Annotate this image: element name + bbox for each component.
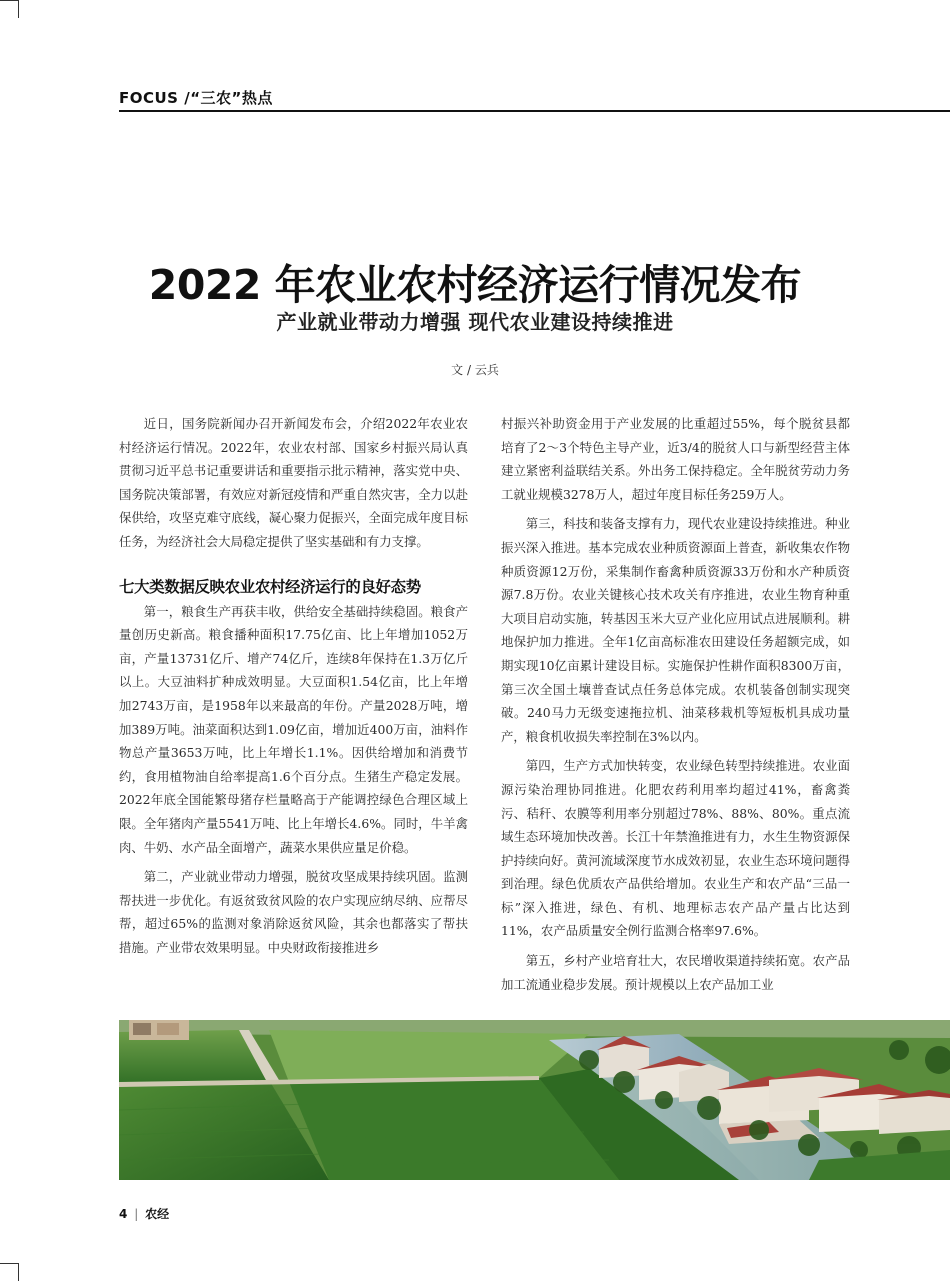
- paragraph-intro: 近日，国务院新闻办召开新闻发布会，介绍2022年农业农村经济运行情况。2022年，农业农村部、国家乡村振兴局认真贯彻习近平总书记重要讲话和重要指示批示精神，落实党中央、国务院决策部署，有效应对新冠疫情和严重自然灾害，全力以赴保供给，攻坚克难守底线，凝心聚力促振兴，全面完成年度目标任务，为经济社会大局稳定提供了坚实基础和有力支撑。: [119, 416, 468, 549]
- article-column-right: [501, 412, 850, 1002]
- farmland-photo: [119, 1020, 950, 1180]
- header-divider: [119, 110, 950, 112]
- article-subtitle: 产业就业带动力增强 现代农业建设持续推进: [276, 310, 674, 334]
- footer-separator: |: [134, 1207, 139, 1221]
- farmland-illustration: [119, 1020, 950, 1180]
- paragraph-poverty-alleviation: 第二，产业就业带动力增强，脱贫攻坚成果持续巩固。监测帮扶进一步优化。有返贫致贫风险的农户实现应纳尽纳、应帮尽帮，超过65%的监测对象消除返贫风险，其余也都落实了帮扶措施。产业带农效果明显。中央财政衔接推进乡: [119, 869, 468, 955]
- paragraph-green-transition: 第四，生产方式加快转变，农业绿色转型持续推进。农业面源污染治理协同推进。化肥农药利用率均超过41%，畜禽粪污、秸秆、农膜等利用率分别超过78%、88%、80%。重点流域生态环境加快改善。长江十年禁渔推进有力，水生生物资源保护持续向好。黄河流域深度节水成效初显，农业生态环境问题得到治理。绿色优质农产品供给增加。农业生产和农产品“三品一标”深入推进，绿色、有机、地理标志农产品产量占比达到11%，农产品质量安全例行监测合格率97.6%。: [501, 758, 850, 939]
- section-heading: 七大类数据反映农业农村经济运行的良好态势: [119, 577, 421, 596]
- article-title: 2022 年农业农村经济运行情况发布: [148, 261, 802, 309]
- crop-mark-top-left-h: [0, 0, 18, 1]
- page-footer: [119, 1205, 169, 1222]
- article-column-left: [119, 412, 468, 965]
- paragraph-rural-industry: 第五，乡村产业培育壮大，农民增收渠道持续拓宽。农产品加工流通业稳步发展。预计规模以上农产品加工业: [501, 953, 850, 992]
- magazine-name: 农经: [145, 1207, 170, 1221]
- section-header-label: FOCUS /“三农”热点: [119, 89, 273, 107]
- paragraph-grain-production: 第一，粮食生产再获丰收，供给安全基础持续稳固。粮食产量创历史新高。粮食播种面积17.75亿亩、比上年增加1052万亩，产量13731亿斤、增产74亿斤，连续8年保持在1.3万亿斤以上。大豆油料扩种成效明显。大豆面积1.54亿亩，比上年增加2743万亩，是1958年以来最高的年份。产量2028万吨，增加389万吨。油菜面积达到1.09亿亩，增加近400万亩，油料作物总产量3653万吨，比上年增长1.1%。因供给增加和消费节约，食用植物油自给率提高1.6个百分点。生猪生产稳定发展。2022年底全国能繁母猪存栏量略高于产能调控绿色合理区域上限。全年猪肉产量5541万吨、比上年增长4.6%。同时，牛羊禽肉、牛奶、水产品全面增产，蔬菜水果供应量足价稳。: [119, 603, 468, 855]
- crop-mark-bottom-left-v: [18, 1263, 19, 1281]
- paragraph-technology: 第三，科技和装备支撑有力，现代农业建设持续推进。种业振兴深入推进。基本完成农业种质资源面上普查，新收集农作物种质资源12万份，采集制作畜禽种质资源33万份和水产种质资源7.8万份。农业关键核心技术攻关有序推进，农业生物育种重大项目启动实施，转基因玉米大豆产业化应用试点进展顺利。耕地保护加力推进。全年1亿亩高标准农田建设任务超额完成，如期实现10亿亩累计建设目标。实施保护性耕作面积8300万亩，第三次全国土壤普查试点任务总体完成。农机装备创制实现突破。240马力无级变速拖拉机、油菜移栽机等短板机具成功量产，粮食机收损失率控制在3%以内。: [501, 516, 850, 744]
- article-byline: 文 / 云兵: [451, 363, 499, 377]
- crop-mark-bottom-left-h: [0, 1263, 18, 1264]
- page-number: 4: [119, 1207, 128, 1221]
- crop-mark-top-left-v: [18, 0, 19, 18]
- paragraph-poverty-continued: 村振兴补助资金用于产业发展的比重超过55%，每个脱贫县都培育了2～3个特色主导产业，近3/4的脱贫人口与新型经营主体建立紧密利益联结关系。外出务工保持稳定。全年脱贫劳动力务工就业规模3278万人，超过年度目标任务259万人。: [501, 416, 850, 502]
